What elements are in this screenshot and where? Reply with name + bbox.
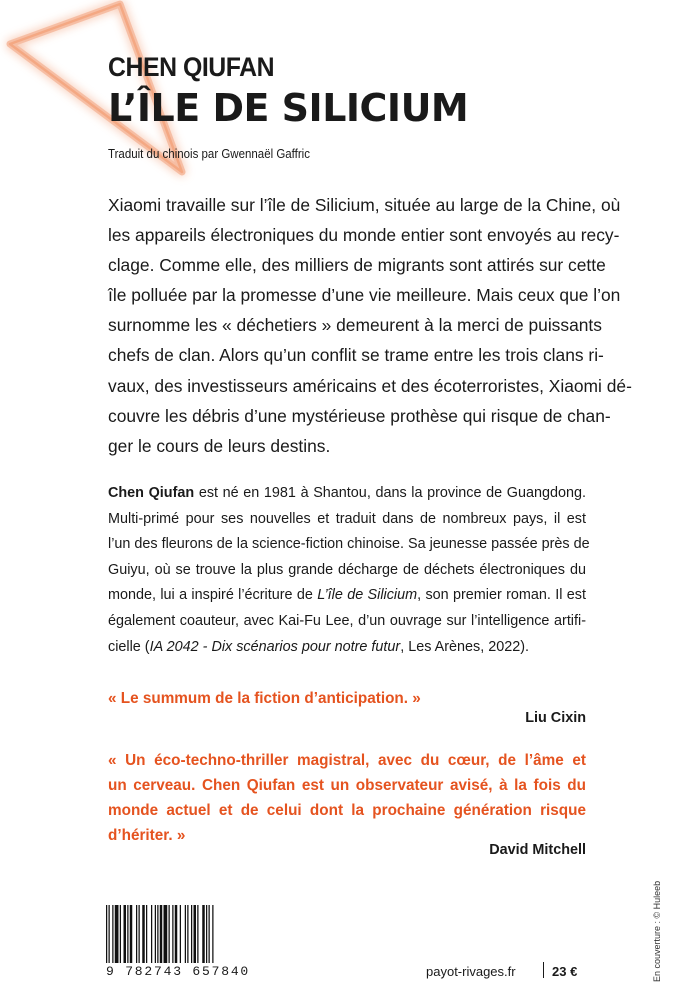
bio-text: est né en 1981 à Shantou, dans la province de Guangdong.: [194, 485, 586, 501]
bio-line: [108, 583, 586, 609]
barcode-bar: [124, 905, 127, 963]
bio-author-name: Chen Qiufan: [108, 485, 195, 501]
barcode-bar: [160, 905, 163, 963]
bio-line: [108, 635, 586, 661]
bio-line: également coauteur, avec Kai-Fu Lee, d’un ouvrage sur l’intelligence artifi-: [108, 612, 586, 629]
book-title: L’ÎLE DE SILICIUM: [108, 86, 469, 130]
barcode-bar: [209, 905, 210, 963]
quote-line: d’hériter. »: [108, 827, 186, 844]
barcode-bar: [185, 905, 186, 963]
bio-other-book-title: IA 2042 - Dix scénarios pour notre futur: [149, 638, 401, 655]
barcode-bar: [157, 905, 158, 963]
author-name: CHEN QIUFAN: [108, 52, 275, 82]
bio-text: , Les Arènes, 2022).: [400, 638, 530, 655]
barcode-bar: [136, 905, 137, 963]
author-bio: [108, 481, 590, 660]
quote-attribution: Liu Cixin: [525, 710, 586, 726]
bio-text: , son premier roman. Il est: [417, 587, 587, 604]
synopsis-line: couvre les débris d’une mystérieuse prothèse qui risque de chan-: [108, 405, 611, 426]
barcode-bar: [109, 905, 110, 963]
bio-text: cielle (: [108, 638, 150, 655]
barcode-bar: [115, 905, 119, 963]
barcode-bar: [151, 905, 152, 963]
bio-line: Guiyu, où se trouve la plus grande décharge de déchets électroniques du: [108, 561, 586, 578]
barcode-bar: [180, 905, 181, 963]
barcode-bar: [120, 905, 121, 963]
review-quote: [108, 748, 586, 848]
barcode-bar: [191, 905, 192, 963]
barcode-bar: [169, 905, 170, 963]
barcode-bar: [130, 905, 133, 963]
synopsis-line: vaux, des investisseurs américains et des écoterroristes, Xiaomi dé-: [108, 375, 632, 396]
synopsis-line: clage. Comme elle, des milliers de migrants sont attirés sur cette: [108, 255, 606, 276]
bio-line: [108, 481, 586, 507]
barcode-bar: [212, 905, 213, 963]
quote-line: un cerveau. Chen Qiufan est un observateur avisé, à la fois du: [108, 777, 586, 794]
synopsis: [108, 190, 632, 461]
bio-line: Multi-primé pour ses nouvelles et traduit dans de nombreux pays, il est: [108, 510, 586, 527]
synopsis-line: ger le cours de leurs destins.: [108, 435, 331, 456]
bio-book-title: L’île de Silicium: [317, 587, 418, 604]
barcode-bar: [194, 905, 197, 963]
synopsis-line: surnomme les « déchetiers » demeurent à la merci de puissants: [108, 315, 602, 336]
quote-line: monde actuel et de celui dont la prochaine génération risque: [108, 802, 586, 819]
bio-line: l’un des fleurons de la science-fiction chinoise. Sa jeunesse passée près de: [108, 536, 590, 553]
barcode-bar: [197, 905, 198, 963]
publisher-website: payot-rivages.fr: [426, 964, 516, 979]
barcode-bar: [164, 905, 168, 963]
translator-credit: Traduit du chinois par Gwennaël Gaffric: [108, 147, 310, 161]
quote-line: « Un éco-techno-thriller magistral, avec du cœur, de l’âme et: [108, 752, 586, 769]
barcode-bar: [142, 905, 145, 963]
cover-credit: En couverture : © Huleeb: [652, 880, 662, 982]
barcode-bar: [155, 905, 156, 963]
barcode-bar: [187, 905, 188, 963]
barcode-bar: [172, 905, 173, 963]
isbn-number: 9 782743 657840: [106, 964, 251, 979]
barcode-bar: [175, 905, 178, 963]
barcode-bar: [112, 905, 113, 963]
synopsis-line: les appareils électroniques du monde entier sont envoyés au recy-: [108, 225, 620, 246]
synopsis-line: île polluée par la promesse d’une vie meilleure. Mais ceux que l’on: [108, 285, 621, 306]
synopsis-line: chefs de clan. Alors qu’un conflit se trame entre les trois clans ri-: [108, 345, 604, 366]
barcode-bar: [139, 905, 140, 963]
synopsis-line: Xiaomi travaille sur l’île de Silicium, située au large de la Chine, où: [108, 195, 621, 215]
review-quote: « Le summum de la fiction d’anticipation. »: [108, 690, 421, 707]
barcode-bar: [127, 905, 128, 963]
barcode-bar: [206, 905, 207, 963]
barcode-bar: [106, 905, 107, 963]
isbn-barcode: [106, 905, 284, 963]
barcode-bar: [146, 905, 147, 963]
price: 23 €: [552, 964, 578, 979]
divider: [543, 962, 544, 978]
bio-text: monde, lui a inspiré l’écriture de: [108, 587, 318, 604]
barcode-bar: [202, 905, 205, 963]
quote-attribution: David Mitchell: [489, 842, 586, 858]
